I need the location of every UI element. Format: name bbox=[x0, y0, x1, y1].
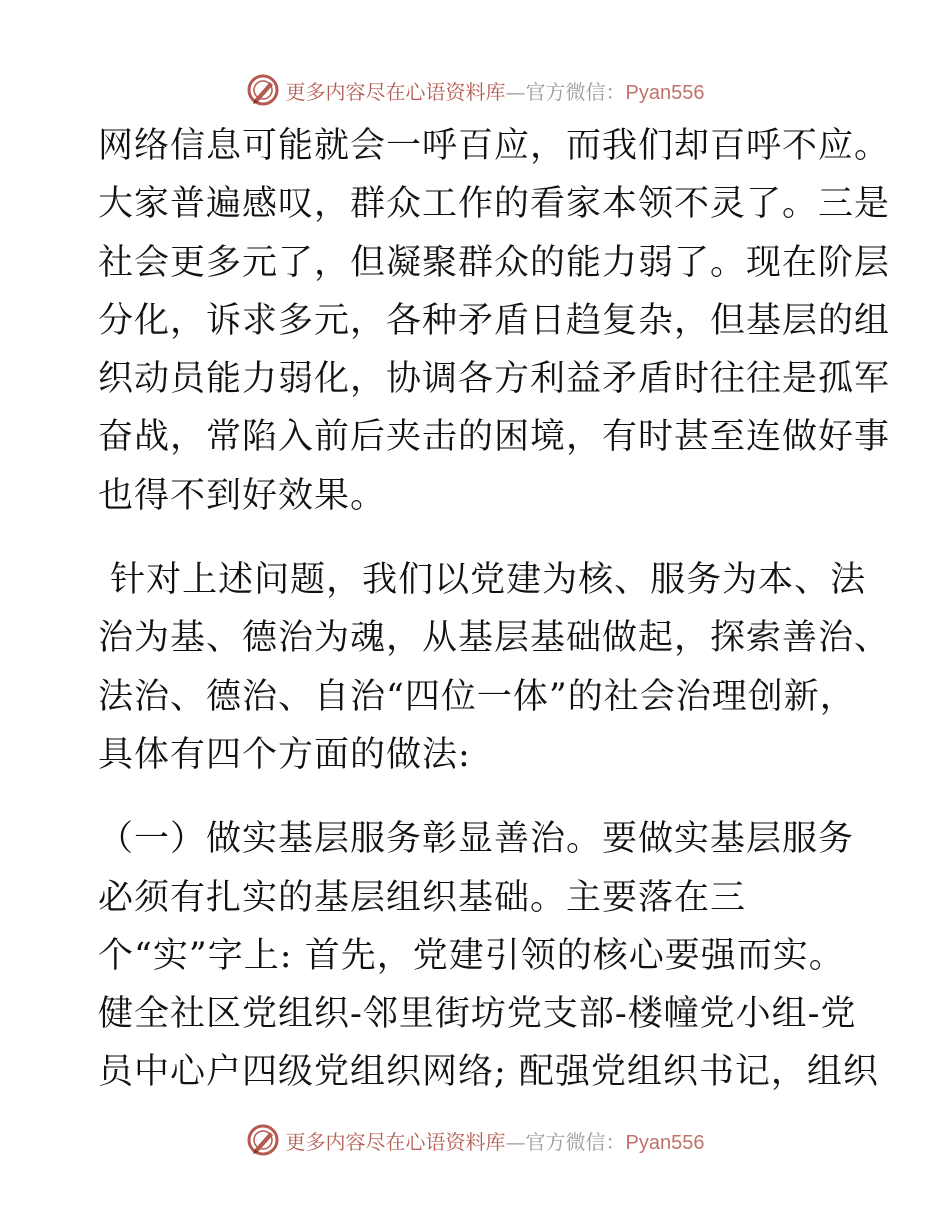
text-line: 网络信息可能就会一呼百应，而我们却百呼不应。 bbox=[98, 126, 891, 166]
text-line: （一）做实基层服务彰显善治。要做实基层服务 bbox=[98, 819, 855, 860]
watermark-separator: — bbox=[505, 79, 526, 104]
watermark-text bbox=[286, 76, 705, 105]
footer-watermark bbox=[0, 1122, 950, 1158]
watermark-site-text: 更多内容尽在心语资料库 bbox=[285, 79, 506, 104]
watermark-official-label: 官方微信： bbox=[525, 79, 626, 104]
paragraph bbox=[98, 810, 879, 1101]
watermark-official-label: 官方微信： bbox=[525, 1129, 626, 1154]
watermark-wechat-id: Pyan556 bbox=[625, 1131, 705, 1154]
document-body bbox=[98, 117, 891, 1102]
watermark-text bbox=[286, 1126, 705, 1155]
paragraph bbox=[98, 117, 891, 525]
text-line: 法治、德治、自治“四位一体”的社会治理创新， bbox=[98, 676, 856, 717]
header-watermark bbox=[0, 72, 950, 108]
text-line: 也得不到好效果。 bbox=[98, 475, 387, 516]
watermark-site-text: 更多内容尽在心语资料库 bbox=[285, 1129, 506, 1154]
paragraph bbox=[98, 551, 891, 784]
paragraph-gap bbox=[98, 525, 858, 551]
text-line: 具体有四个方面的做法: bbox=[98, 734, 471, 775]
text-line: 员中心户四级党组织网络; 配强党组织书记，组织 bbox=[98, 1052, 879, 1093]
text-line: 奋战，常陷入前后夹击的困境，有时甚至连做好事 bbox=[98, 417, 891, 458]
text-line: 个“实”字上: 首先，党建引领的核心要强而实。 bbox=[98, 935, 845, 976]
text-line: 健全社区党组织-邻里街坊党支部-楼幢党小组-党 bbox=[98, 994, 857, 1035]
text-line: 必须有扎实的基层组织基础。主要落在三 bbox=[98, 877, 747, 918]
text-line: 织动员能力弱化，协调各方利益矛盾时往往是孤军 bbox=[98, 359, 891, 400]
paragraph-gap bbox=[98, 784, 858, 810]
text-line: 社会更多元了，但凝聚群众的能力弱了。现在阶层 bbox=[98, 242, 891, 283]
watermark-wechat-id: Pyan556 bbox=[625, 81, 705, 104]
watermark-separator: — bbox=[505, 1129, 526, 1154]
text-line: 大家普遍感叹，群众工作的看家本领不灵了。三是 bbox=[98, 184, 891, 225]
pen-circle-logo-icon bbox=[246, 73, 280, 107]
text-line: 针对上述问题，我们以党建为核、服务为本、法 bbox=[98, 560, 867, 601]
text-line: 分化，诉求多元，各种矛盾日趋复杂，但基层的组 bbox=[98, 300, 891, 341]
pen-circle-logo-icon bbox=[246, 1123, 280, 1157]
text-line: 治为基、德治为魂，从基层基础做起，探索善治、 bbox=[98, 618, 891, 659]
